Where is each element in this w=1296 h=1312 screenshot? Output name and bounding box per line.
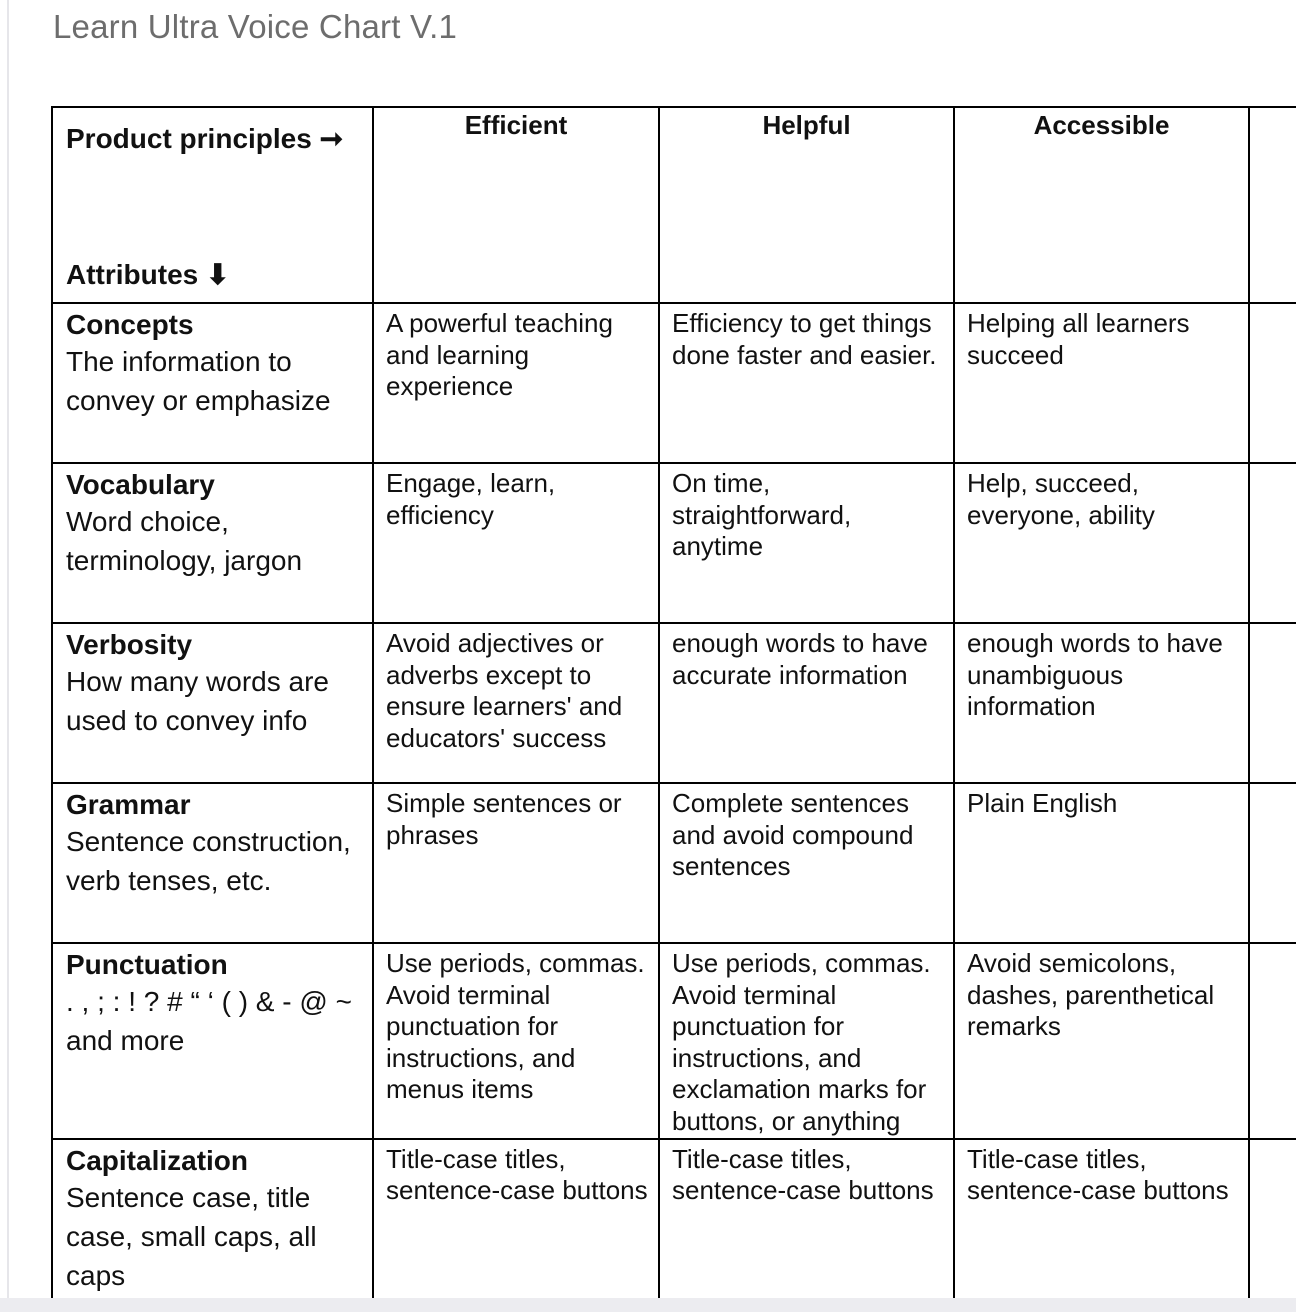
table-row-grammar [52, 783, 1296, 943]
attribute-name: Verbosity [66, 629, 193, 660]
table-cell [1249, 1139, 1296, 1298]
attribute-description: Word choice, terminology, jargon [66, 506, 303, 576]
table-cell: Title-case titles, sentence-case buttons [659, 1139, 954, 1298]
attribute-name: Capitalization [66, 1144, 249, 1176]
product-principles-label: Product principles ➞ [66, 123, 344, 154]
principle-extra-header [1249, 107, 1296, 303]
attributes-label: Attributes ⬇ [66, 259, 230, 290]
table-cell: A powerful teaching and learning experience [373, 303, 659, 463]
table-cell: Avoid adjectives or adverbs except to ensure learners' and educators' success [373, 623, 659, 783]
table-cell [1249, 463, 1296, 623]
table-cell: Efficiency to get things done faster and easier. [659, 303, 954, 463]
table-cell: Title-case titles, sentence-case buttons [373, 1139, 659, 1298]
principles-header-row [52, 107, 1296, 303]
attribute-description: How many words are used to convey info [66, 666, 329, 736]
principle-efficient-header: Efficient [373, 107, 659, 303]
table-row-vocabulary [52, 463, 1296, 623]
table-row-verbosity [52, 623, 1296, 783]
table-cell [1249, 303, 1296, 463]
table-cell: Helping all learners succeed [954, 303, 1249, 463]
corner-cell [52, 107, 373, 303]
table-cell [1249, 623, 1296, 783]
table-cell: On time, straightforward, anytime [659, 463, 954, 623]
table-cell: Use periods, commas. Avoid terminal punctuation for instructions, and menus items [373, 943, 659, 1139]
principle-helpful-header: Helpful [659, 107, 954, 303]
document-title: Learn Ultra Voice Chart V.1 [53, 8, 458, 45]
table-cell: Help, succeed, everyone, ability [954, 463, 1249, 623]
attribute-cell [52, 623, 373, 783]
attribute-cell [52, 783, 373, 943]
page-left-border [7, 0, 9, 1312]
attribute-description: Sentence case, title case, small caps, all caps [66, 1181, 317, 1291]
table-row-punctuation [52, 943, 1296, 1139]
attribute-cell [52, 1139, 373, 1298]
table-cell [1249, 943, 1296, 1139]
table-cell: enough words to have unambiguous information [954, 623, 1249, 783]
table-cell: Plain English [954, 783, 1249, 943]
table-row-concepts [52, 303, 1296, 463]
principle-accessible-header: Accessible [954, 107, 1249, 303]
attribute-description: . , ; : ! ? # “ ‘ ( ) & - @ ~ and more [66, 986, 352, 1056]
table-row-capitalization [52, 1139, 1296, 1298]
attribute-name: Grammar [66, 789, 191, 820]
table-cell: Complete sentences and avoid compound sentences [659, 783, 954, 943]
table-cell: enough words to have accurate information [659, 623, 954, 783]
voice-chart-table [51, 106, 1296, 1298]
attribute-name: Punctuation [66, 949, 228, 980]
voice-chart-table-container [51, 106, 1296, 1298]
table-cell: Title-case titles, sentence-case buttons [954, 1139, 1249, 1298]
attribute-name: Vocabulary [66, 469, 215, 500]
attribute-description: The information to convey or emphasize [66, 346, 331, 416]
table-cell: Use periods, commas. Avoid terminal punctuation for instructions, and exclamation marks for buttons, or anything [659, 943, 954, 1139]
table-cell: Avoid semicolons, dashes, parenthetical remarks [954, 943, 1249, 1139]
table-cell: Engage, learn, efficiency [373, 463, 659, 623]
attribute-cell [52, 943, 373, 1139]
table-cell [1249, 783, 1296, 943]
attribute-cell [52, 303, 373, 463]
table-cell: Simple sentences or phrases [373, 783, 659, 943]
page-bottom-edge [0, 1298, 1296, 1312]
attribute-name: Concepts [66, 309, 194, 340]
attribute-description: Sentence construction, verb tenses, etc. [66, 826, 351, 896]
attribute-cell [52, 463, 373, 623]
